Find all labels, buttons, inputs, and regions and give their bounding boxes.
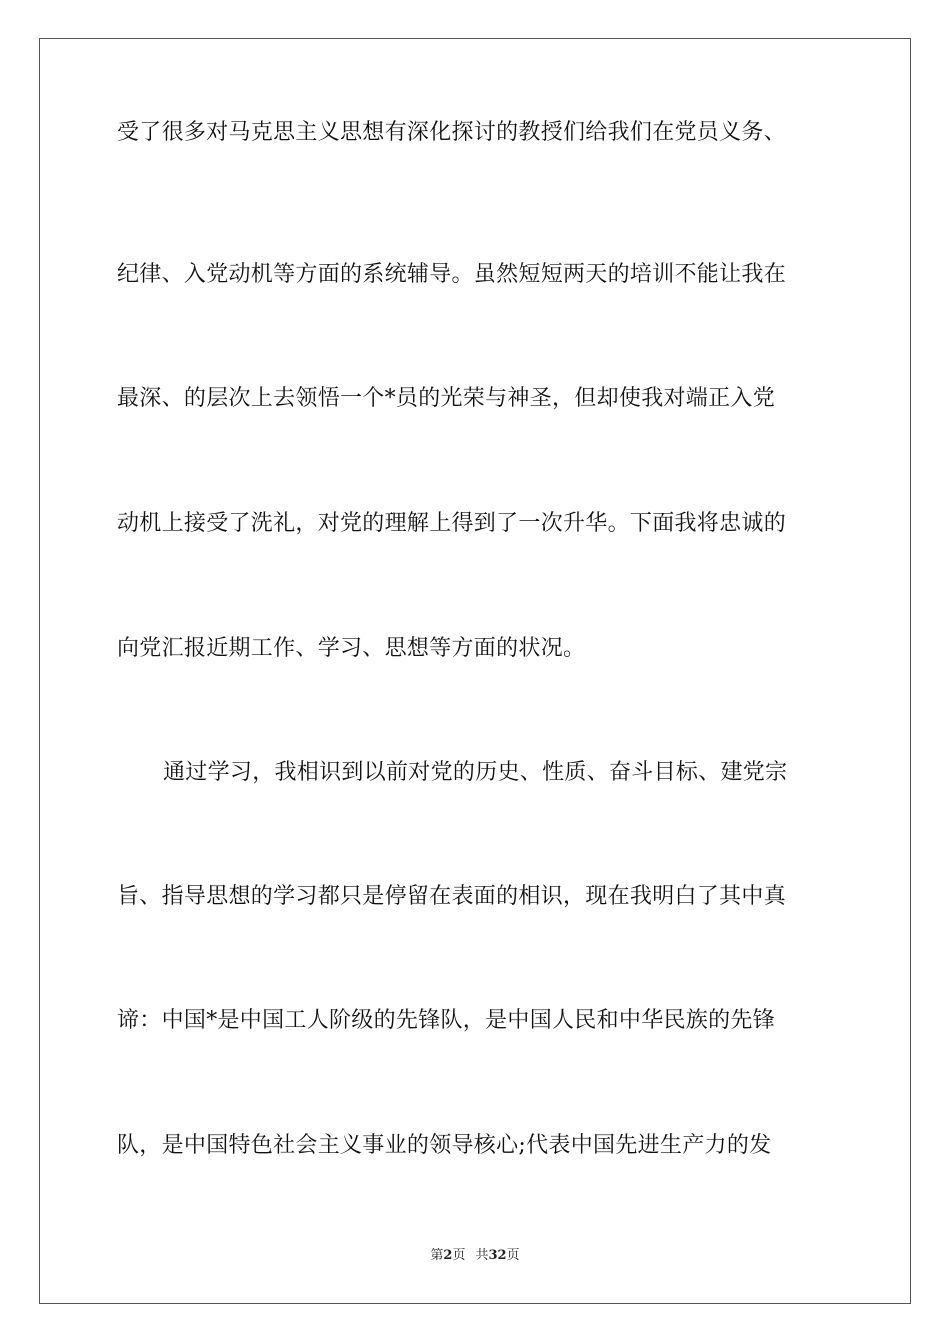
paragraph-first-line: 通过学习，我相识到以前对党的历史、性质、奋斗目标、建党宗: [163, 760, 788, 785]
text-line: 谛：中国*是中国工人阶级的先锋队，是中国人民和中华民族的先锋: [117, 1008, 776, 1033]
page-footer: [0, 1247, 950, 1265]
footer-page-suffix: 页: [452, 1248, 466, 1263]
footer-page-prefix: 第: [430, 1248, 444, 1263]
footer-total-prefix: 共: [475, 1248, 489, 1263]
page-border: [39, 38, 911, 1304]
text-line: 受了很多对马克思主义思想有深化探讨的教授们给我们在党员义务、: [117, 120, 787, 145]
footer-total-pages: 32: [488, 1248, 507, 1263]
text-line: 最深、的层次上去领悟一个*员的光荣与神圣，但却使我对端正入党: [117, 386, 776, 411]
text-line: 旨、指导思想的学习都只是停留在表面的相识，现在我明白了其中真: [117, 884, 787, 909]
footer-page-number: 2: [443, 1248, 453, 1263]
text-line: 队，是中国特色社会主义事业的领导核心;代表中国先进生产力的发: [117, 1133, 772, 1158]
footer-total-suffix: 页: [506, 1248, 520, 1263]
text-line: 动机上接受了洗礼，对党的理解上得到了一次升华。下面我将忠诚的: [117, 511, 787, 536]
text-line: 向党汇报近期工作、学习、思想等方面的状况。: [117, 636, 586, 661]
text-line: 纪律、入党动机等方面的系统辅导。虽然短短两天的培训不能让我在: [117, 262, 787, 287]
